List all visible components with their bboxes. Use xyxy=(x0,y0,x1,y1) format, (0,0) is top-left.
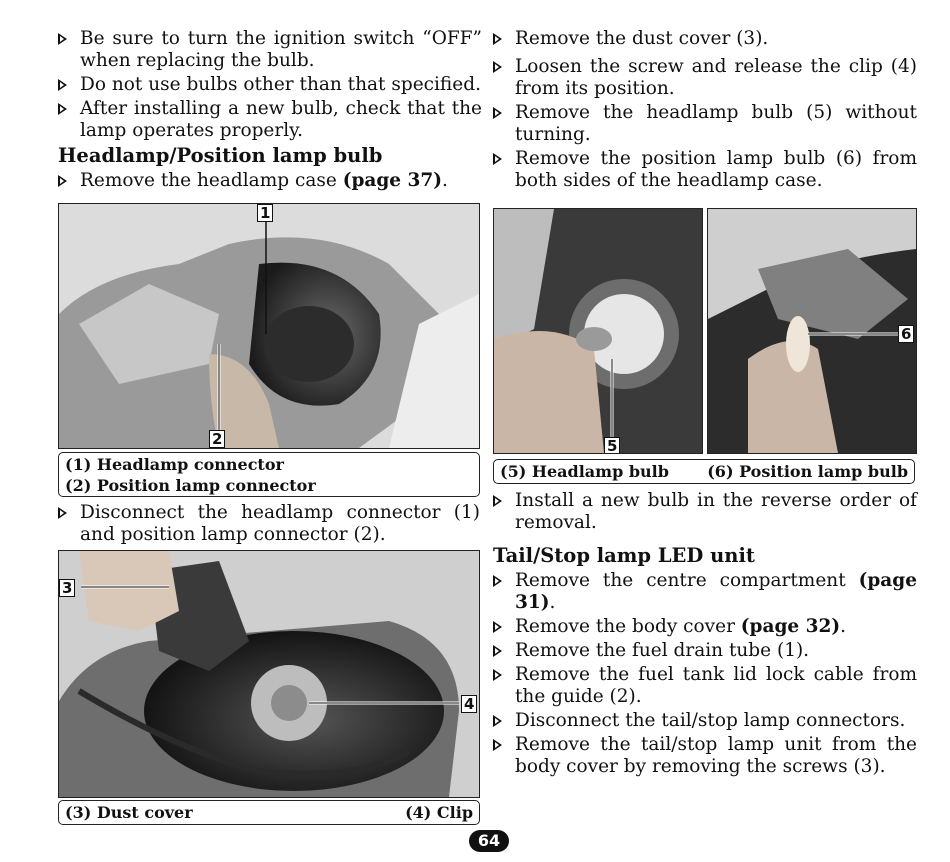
bullet-arrow-icon xyxy=(493,575,502,587)
bullet-arrow-icon xyxy=(493,61,502,73)
page-reference: (page 32) xyxy=(740,616,841,637)
bullet-loosen-screw: Loosen the screw and release the clip (4) from its position. xyxy=(493,56,917,100)
photo-headlamp-connectors-image xyxy=(59,204,479,448)
bullet-remove-dust-cover: Remove the dust cover (3). xyxy=(493,28,917,50)
page-number-badge: 64 xyxy=(469,830,509,852)
bullet-arrow-icon xyxy=(58,33,67,45)
callout-5: 5 xyxy=(604,437,620,454)
callout-3: 3 xyxy=(59,579,75,597)
bullet-remove-tail-unit: Remove the tail/stop lamp unit from the body cover by removing the screws (3). xyxy=(493,734,917,778)
bullet-bulb-spec: Do not use bulbs other than that specified. xyxy=(58,74,482,96)
bullet-arrow-icon xyxy=(493,33,502,45)
bullet-arrow-icon xyxy=(493,107,502,119)
photo-dust-cover xyxy=(58,550,480,798)
right-column-top xyxy=(493,28,917,194)
bullet-arrow-icon xyxy=(493,715,502,727)
caption-clip: (4) Clip xyxy=(405,803,473,822)
callout-2: 2 xyxy=(209,430,225,448)
bullet-remove-centre-compartment: Remove the centre compartment (page 31). xyxy=(493,570,917,614)
bullet-arrow-icon xyxy=(493,739,502,751)
bullet-disconnect-tail-connectors: Disconnect the tail/stop lamp connectors. xyxy=(493,710,917,732)
photo-dust-cover-image xyxy=(59,551,479,797)
photo-position-bulb-image xyxy=(708,209,916,453)
bullet-arrow-icon xyxy=(493,645,502,657)
caption-position-lamp-connector: (2) Position lamp connector xyxy=(65,476,316,495)
callout-1: 1 xyxy=(257,204,273,222)
bullet-check-lamp: After installing a new bulb, check that the lamp operates properly. xyxy=(58,98,482,142)
caption-position-lamp-bulb: (6) Position lamp bulb xyxy=(707,462,908,481)
left-column xyxy=(58,28,482,194)
bullet-arrow-icon xyxy=(58,175,67,187)
bullet-arrow-icon xyxy=(58,79,67,91)
bullet-arrow-icon xyxy=(58,103,67,115)
bullet-remove-position-bulb: Remove the position lamp bulb (6) from both sides of the headlamp case. xyxy=(493,148,917,192)
bullet-disconnect: Disconnect the headlamp connector (1) and position lamp connector (2). xyxy=(58,502,480,546)
page-reference: (page 31) xyxy=(515,570,917,613)
page-reference: (page 37) xyxy=(342,170,443,191)
callout-4: 4 xyxy=(461,695,477,713)
callout-6: 6 xyxy=(898,325,914,343)
disconnect-block xyxy=(58,502,480,548)
caption-photo3 xyxy=(493,459,915,484)
caption-headlamp-bulb: (5) Headlamp bulb xyxy=(500,462,669,481)
photo-headlamp-connectors xyxy=(58,203,480,449)
headlamp-section-title: Headlamp/Position lamp bulb xyxy=(58,144,383,167)
caption-dust-cover: (3) Dust cover xyxy=(65,803,193,822)
bullet-remove-fuel-drain-tube: Remove the fuel drain tube (1). xyxy=(493,640,917,662)
caption-headlamp-connector: (1) Headlamp connector xyxy=(65,455,284,474)
bullet-remove-headlamp-bulb: Remove the headlamp bulb (5) without turning. xyxy=(493,102,917,146)
bullet-remove-lock-cable: Remove the fuel tank lid lock cable from the guide (2). xyxy=(493,664,917,708)
bullet-arrow-icon xyxy=(58,507,67,519)
photo-position-bulb xyxy=(707,208,917,454)
bullet-arrow-icon xyxy=(493,621,502,633)
bullet-arrow-icon xyxy=(493,495,502,507)
caption-photo2 xyxy=(58,800,480,825)
bullet-install-new-bulb: Install a new bulb in the reverse order of removal. xyxy=(493,490,917,534)
caption-photo1 xyxy=(58,452,480,497)
right-column-bottom xyxy=(493,490,917,780)
bullet-arrow-icon xyxy=(493,153,502,165)
bullet-remove-headlamp-case: Remove the headlamp case (page 37). xyxy=(58,170,482,192)
bullet-ignition: Be sure to turn the ignition switch “OFF” when replacing the bulb. xyxy=(58,28,482,72)
photo-headlamp-bulb xyxy=(493,208,703,454)
bullet-arrow-icon xyxy=(493,669,502,681)
photo-headlamp-bulb-image xyxy=(494,209,702,453)
tail-section-title: Tail/Stop lamp LED unit xyxy=(493,544,755,567)
bullet-remove-body-cover: Remove the body cover (page 32). xyxy=(493,616,917,638)
